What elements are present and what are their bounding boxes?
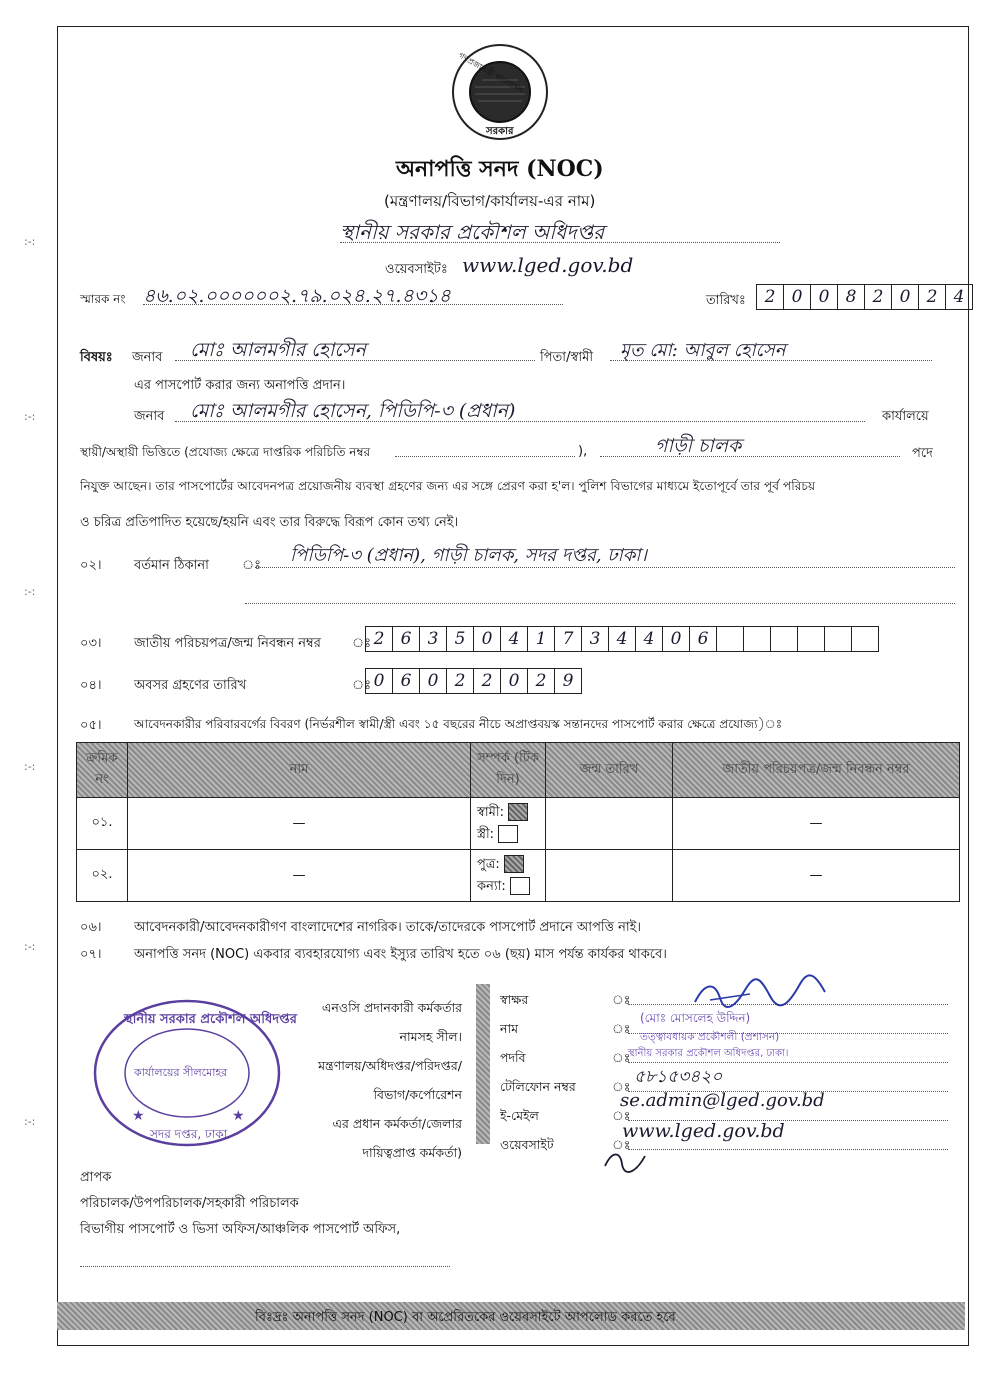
office-seal-bottom-text: সদর দপ্তর, ঢাকা [150, 1127, 228, 1141]
row-serial: ০১. [77, 798, 128, 850]
retirement-digit-box: 0 [365, 668, 393, 694]
item-04-number: ০৪। [80, 678, 102, 693]
body-line2-prefix: স্থায়ী/অস্থায়ী ভিত্তিতে (প্রযোজ্য ক্ষেত্রে দাপ্তরিক পরিচিতি নম্বর [80, 445, 371, 459]
website-value: www.lged.gov.bd [462, 253, 634, 277]
relation-son-label: পুত্র: [477, 856, 500, 872]
dotted-line [245, 603, 955, 604]
father-name: মৃত মো: আবুল হোসেন [620, 340, 786, 361]
memo-label: স্মারক নং [80, 292, 126, 306]
signatory-line: মন্ত্রণালয়/অধিদপ্তর/পরিদপ্তর/ [318, 1058, 462, 1073]
body-name-office: মোঃ আলমগীর হোসেন, পিডিপি-৩ (প্রধান) [190, 400, 516, 422]
signatory-designation: তত্ত্বাবধায়ক প্রকৌশলী (প্রশাসন) [640, 1031, 780, 1043]
nid-boxes [366, 626, 879, 652]
item-05-label: আবেদনকারীর পরিবারবর্গের বিবরণ (নির্ভরশীল স্বামী/স্ত্রী এবং ১৫ বছরের নীচে অপ্রাপ্তবয়স্ক সন্তানদের পাসপোর্ট করার ক্ষেত্রে প্রযোজ্য)ঃ [134, 717, 783, 731]
dotted-line [610, 360, 932, 361]
signatory-designation-2: স্থানীয় সরকার প্রকৌশল অধিদপ্তর, ঢাকা। [628, 1048, 789, 1059]
date-digit-box: 8 [837, 284, 865, 310]
nid-digit-box: 6 [392, 626, 420, 652]
nid-digit-box: 3 [581, 626, 609, 652]
memo-value: ৪৬.০২.০০০০০০২.৭৯.০২৪.২৭.৪৩১৪ [143, 285, 451, 307]
body-janab: জনাব [134, 409, 165, 424]
table-row [77, 850, 960, 902]
nid-digit-box: 7 [554, 626, 582, 652]
colon: ঃ [352, 678, 372, 693]
field-label-website: ওয়েবসাইট [500, 1137, 554, 1152]
date-digit-box: 0 [783, 284, 811, 310]
row-relation [471, 798, 546, 850]
relation-husband-checkbox[interactable] [508, 803, 528, 821]
margin-mark: :-: [24, 585, 36, 598]
dotted-line [600, 456, 900, 457]
margin-mark: :-: [24, 410, 36, 423]
nid-digit-box: 0 [473, 626, 501, 652]
col-header-nid: জাতীয় পরিচয়পত্র/জন্ম নিবন্ধন নম্বর [673, 743, 960, 798]
nid-digit-box: 5 [446, 626, 474, 652]
signatory-line: নামসহ সীল। [399, 1029, 462, 1044]
date-boxes [757, 284, 973, 310]
date-digit-box: 0 [810, 284, 838, 310]
item-03-label: জাতীয় পরিচয়পত্র/জন্ম নিবন্ধন নম্বর [134, 636, 321, 651]
subject-line2: এর পাসপোর্ট করার জন্য অনাপত্তি প্রদান। [134, 378, 346, 393]
retirement-digit-box: 6 [392, 668, 420, 694]
signatory-line: এনওসি প্রদানকারী কর্মকর্তার [321, 1000, 462, 1015]
row-dob [546, 850, 673, 902]
item-02-value: পিডিপি-৩ (প্রধান), গাড়ী চালক, সদর দপ্তর, ঢাকা। [290, 545, 647, 566]
body-line3: নিযুক্ত আছেন। তার পাসপোর্টের আবেদনপত্র প্রয়োজনীয় ব্যবস্থা গ্রহণের জন্য এর সঙ্গে প্রেরণ করা হ'ল। পুলিশ বিভাগের মাধ্যমে ইতোপূর্বে তার পূর্ব পরিচয় [80, 479, 816, 493]
office-seal-stamp [92, 998, 297, 1148]
subject-name: মোঃ আলমগীর হোসেন [190, 339, 366, 361]
father-label: পিতা/স্বামী [540, 350, 594, 365]
family-table [76, 742, 960, 902]
website-label: ওয়েবসাইটঃ [385, 262, 448, 277]
retirement-digit-box: 9 [554, 668, 582, 694]
office-name: স্থানীয় সরকার প্রকৌশল অধিদপ্তর [340, 220, 605, 244]
item-07-number: ০৭। [80, 947, 102, 962]
signatory-line: এর প্রধান কর্মকর্তা/জেলার [332, 1116, 462, 1131]
date-digit-box: 4 [945, 284, 973, 310]
nid-digit-box [743, 626, 771, 652]
signature-divider [476, 984, 490, 1144]
col-header-serial: ক্রমিক নং [77, 743, 128, 798]
signatory-line: বিভাগ/কর্পোরেশন [373, 1087, 462, 1102]
row-dob [546, 798, 673, 850]
margin-mark: :-: [24, 760, 36, 773]
item-03-number: ০৩। [80, 636, 102, 651]
field-labels [500, 985, 576, 1159]
date-digit-box: 2 [918, 284, 946, 310]
margin-mark: :-: [24, 1115, 36, 1128]
footer-note: বিঃদ্রঃ অনাপত্তি সনদ (NOC) বা অপ্রেরিতকের ওয়েবসাইটে আপলোড করতে হবে [255, 1310, 676, 1325]
office-seal-center-text: কার্যালয়ের সীলমোহর [134, 1066, 228, 1079]
government-seal [450, 42, 550, 142]
office-suffix: কার্যালয়ে [882, 409, 929, 424]
recipient-label: প্রাপক [80, 1170, 112, 1185]
recipient-line2: বিভাগীয় পাসপোর্ট ও ভিসা অফিস/আঞ্চলিক পাসপোর্ট অফিস, [80, 1222, 401, 1237]
field-label-signature: স্বাক্ষর [500, 992, 529, 1007]
seal-bottom-text: সরকার [486, 126, 514, 137]
dotted-line [628, 1149, 948, 1150]
col-header-name: নাম [128, 743, 471, 798]
margin-mark: :-: [24, 235, 36, 248]
item-06-number: ০৬। [80, 920, 102, 935]
row-name: — [128, 798, 471, 850]
signatory-description [290, 993, 462, 1167]
retirement-digit-box: 0 [500, 668, 528, 694]
date-digit-box: 2 [756, 284, 784, 310]
date-label: তারিখঃ [706, 293, 746, 308]
signatory-name: (মোঃ মোসলেহ উদ্দিন) [640, 1011, 751, 1025]
item-04-label: অবসর গ্রহণের তারিখ [134, 678, 247, 693]
field-label-phone: টেলিফোন নম্বর [500, 1079, 576, 1094]
seal-top-text: গণপ্রজাতন্ত্রী বাংলাদেশ [457, 50, 525, 95]
item-02-number: ০২। [80, 558, 102, 573]
nid-digit-box [770, 626, 798, 652]
retirement-digit-box: 2 [473, 668, 501, 694]
margin-mark: :-: [24, 940, 36, 953]
phone-value: ৫৮১৫৩৪২০ [634, 1067, 723, 1087]
col-header-dob: জন্ম তারিখ [546, 743, 673, 798]
nid-digit-box [851, 626, 879, 652]
col-header-relation: সম্পর্ক (টিক দিন) [471, 743, 546, 798]
retirement-digit-box: 0 [419, 668, 447, 694]
retirement-digit-box: 2 [527, 668, 555, 694]
field-label-designation: পদবি [500, 1050, 526, 1065]
colon: ঃ [352, 636, 372, 651]
dotted-line [143, 304, 563, 305]
table-row [77, 798, 960, 850]
office-seal-outer-text: স্থানীয় সরকার প্রকৌশল অধিদপ্তর [124, 1012, 297, 1027]
nid-digit-box: 4 [500, 626, 528, 652]
dotted-line [340, 242, 780, 243]
retirement-date-boxes [366, 668, 582, 694]
field-label-email: ই-মেইল [500, 1108, 539, 1123]
nid-digit-box: 3 [419, 626, 447, 652]
item-06-text: আবেদনকারী/আবেদনকারীগণ বাংলাদেশের নাগরিক। তাকে/তাদেরকে পাসপোর্ট প্রদানে আপত্তি নাই। [134, 920, 642, 935]
row-name: — [128, 850, 471, 902]
nid-digit-box [824, 626, 852, 652]
subject-janab: জনাব [132, 350, 163, 365]
website-handwritten-value: www.lged.gov.bd [622, 1120, 785, 1142]
signatory-line: দায়িত্বপ্রাপ্ত কর্মকর্তা) [362, 1145, 462, 1160]
dotted-line [255, 567, 955, 568]
row-nid: — [673, 798, 960, 850]
recipient-line1: পরিচালক/উপপরিচালক/সহকারী পরিচালক [80, 1196, 299, 1211]
nid-digit-box: 4 [635, 626, 663, 652]
field-label-name: নাম [500, 1021, 519, 1036]
email-value: se.admin@lged.gov.bd [620, 1090, 825, 1111]
dotted-line [175, 360, 535, 361]
table-header-row [77, 743, 960, 798]
relation-husband-label: স্বামী: [477, 804, 504, 820]
row-serial: ০২. [77, 850, 128, 902]
retirement-digit-box: 2 [446, 668, 474, 694]
date-digit-box: 2 [864, 284, 892, 310]
row-nid: — [673, 850, 960, 902]
body-line4: ও চরিত্র প্রতিপাদিত হয়েছে/হয়নি এবং তার বিরুদ্ধে বিরূপ কোন তথ্য নেই। [80, 515, 459, 530]
row-relation [471, 850, 546, 902]
dotted-line [395, 456, 575, 457]
relation-wife-checkbox[interactable] [498, 825, 518, 843]
relation-son-checkbox[interactable] [504, 855, 524, 873]
item-02-label: বর্তমান ঠিকানা [134, 558, 209, 573]
nid-digit-box: 6 [689, 626, 717, 652]
field-colons: ঃ ঃ ঃ ঃ ঃ ঃ [612, 992, 631, 1152]
relation-wife-label: স্ত্রী: [477, 826, 495, 842]
relation-daughter-checkbox[interactable] [510, 877, 530, 895]
post-suffix: পদে [912, 446, 933, 461]
svg-text:★: ★ [232, 1108, 245, 1124]
subject-label: বিষয়ঃ [80, 350, 113, 365]
dotted-line [80, 1266, 450, 1267]
nid-digit-box: 1 [527, 626, 555, 652]
item-07-text: অনাপত্তি সনদ (NOC) একবার ব্যবহারযোগ্য এবং ইস্যুর তারিখ হতে ০৬ (ছয়) মাস পর্যন্ত কার্যকর থাকবে। [134, 947, 667, 962]
colon: ঃ [242, 558, 262, 573]
relation-daughter-label: কন্যা: [477, 878, 506, 894]
nid-digit-box: 2 [365, 626, 393, 652]
page-title: অনাপত্তি সনদ (NOC) [396, 156, 604, 182]
nid-digit-box: 4 [608, 626, 636, 652]
initial-icon [600, 1146, 660, 1176]
subtitle: (মন্ত্রণালয়/বিভাগ/কার্যালয়-এর নাম) [384, 192, 596, 210]
nid-digit-box [797, 626, 825, 652]
signature-icon [690, 972, 830, 1012]
item-05-number: ০৫। [80, 718, 102, 733]
date-digit-box: 0 [891, 284, 919, 310]
svg-text:★: ★ [132, 1108, 145, 1124]
nid-digit-box: 0 [662, 626, 690, 652]
post-value: গাড়ী চালক [655, 435, 742, 457]
dotted-line [175, 421, 865, 422]
body-line2-mid: ), [578, 444, 588, 459]
nid-digit-box [716, 626, 744, 652]
